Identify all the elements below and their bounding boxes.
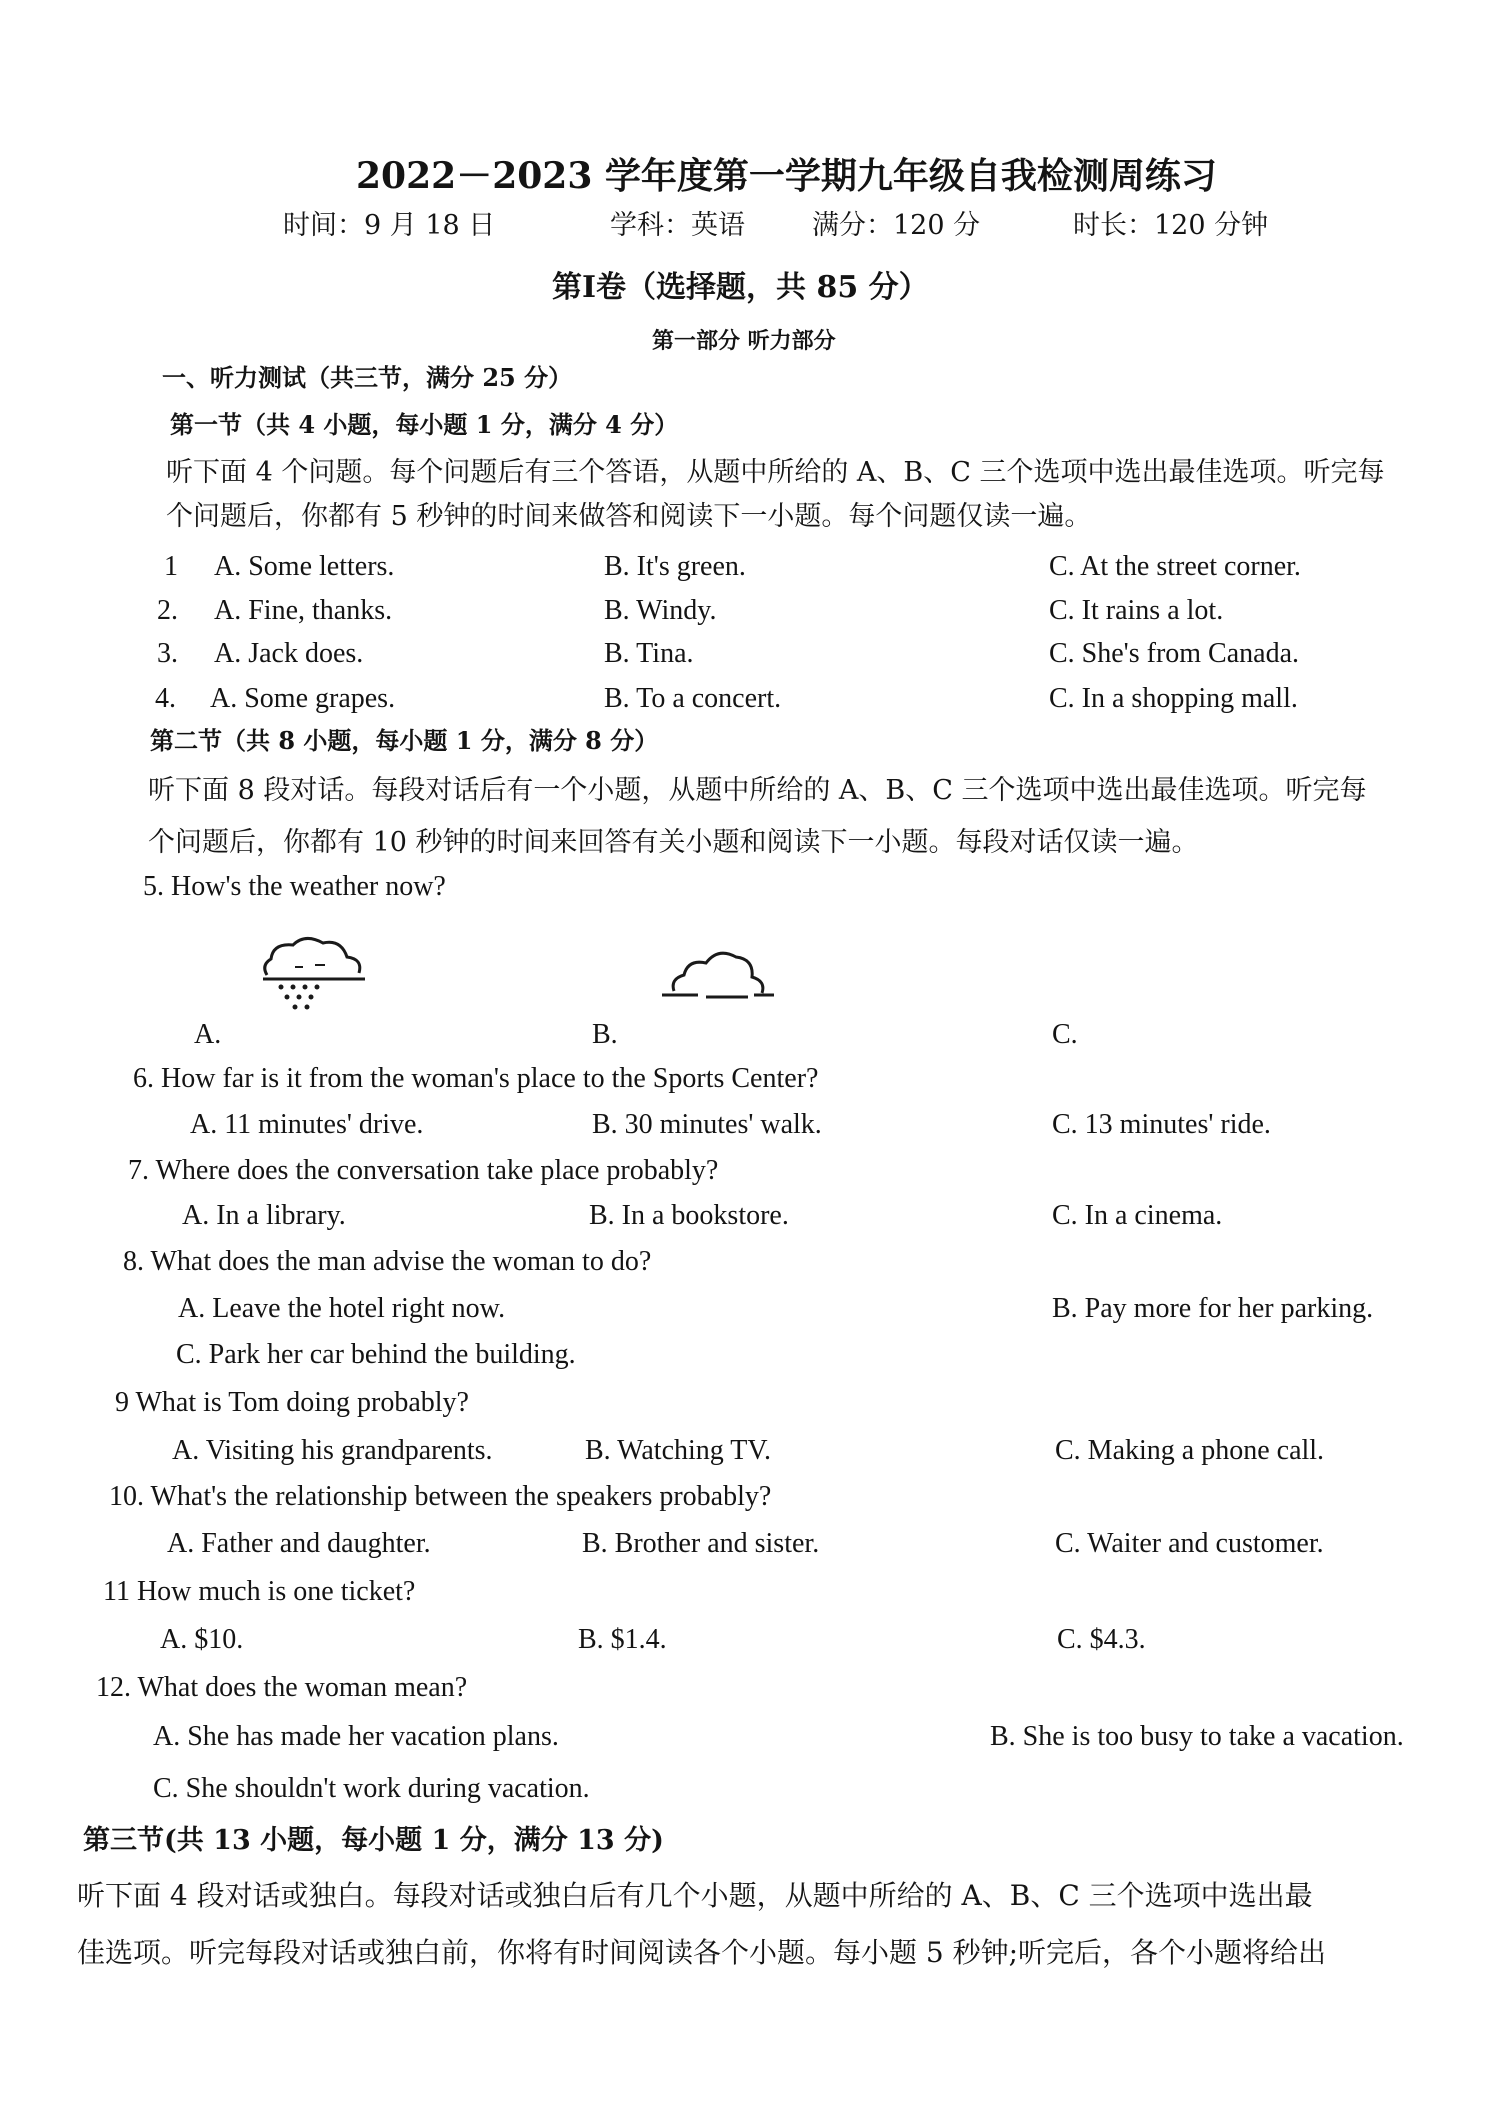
q10-option-c: C. Waiter and customer. (1055, 1528, 1324, 1559)
q9-question: 9 What is Tom doing probably? (115, 1387, 469, 1418)
q4-option-c: C. In a shopping mall. (1049, 683, 1298, 714)
q7-option-b: B. In a bookstore. (589, 1200, 789, 1231)
q6-option-a: A. 11 minutes' drive. (190, 1109, 424, 1140)
q3-option-a: A. Jack does. (214, 638, 364, 669)
info-duration: 时长：120 分钟 (1073, 210, 1269, 241)
q1-option-c: C. At the street corner. (1049, 551, 1301, 582)
q5-option-c: C. (1052, 1019, 1078, 1050)
q11-question: 11 How much is one ticket? (103, 1576, 416, 1607)
q2-number: 2. (157, 595, 178, 626)
listening-header: 一、听力测试（共三节，满分 25 分） (162, 363, 573, 392)
section3-header: 第三节(共 13 小题，每小题 1 分，满分 13 分) (83, 1825, 664, 1856)
q9-option-b: B. Watching TV. (585, 1435, 771, 1466)
q3-number: 3. (157, 638, 178, 669)
rain-cloud-icon (255, 935, 375, 1015)
q10-option-a: A. Father and daughter. (167, 1528, 431, 1559)
section3-instruction-line1: 听下面 4 段对话或独白。每段对话或独白后有几个小题，从题中所给的 A、B、C 三个选项中选出最 (77, 1879, 1313, 1912)
q10-option-b: B. Brother and sister. (582, 1528, 820, 1559)
q6-question: 6. How far is it from the woman's place to the Sports Center? (133, 1063, 819, 1094)
q11-option-a: A. $10. (160, 1624, 244, 1655)
q9-option-c: C. Making a phone call. (1055, 1435, 1325, 1466)
q6-option-b: B. 30 minutes' walk. (592, 1109, 822, 1140)
section1-instruction-line2: 个问题后，你都有 5 秒钟的时间来做答和阅读下一小题。每个问题仅读一遍。 (166, 501, 1092, 532)
section1-header: 第一节（共 4 小题，每小题 1 分，满分 4 分） (170, 410, 679, 439)
q2-option-a: A. Fine, thanks. (214, 595, 393, 626)
section2-header: 第二节（共 8 小题，每小题 1 分，满分 8 分） (150, 726, 659, 755)
q8-question: 8. What does the man advise the woman to do? (123, 1246, 652, 1277)
q2-option-b: B. Windy. (604, 595, 717, 626)
cloud-icon (658, 945, 778, 1005)
q7-question: 7. Where does the conversation take place probably? (128, 1155, 719, 1186)
q1-option-b: B. It's green. (604, 551, 746, 582)
q4-number: 4. (155, 683, 176, 714)
q2-option-c: C. It rains a lot. (1049, 595, 1224, 626)
section1-instruction-line1: 听下面 4 个问题。每个问题后有三个答语，从题中所给的 A、B、C 三个选项中选出最佳选项。听完每 (166, 457, 1385, 488)
q12-question: 12. What does the woman mean? (96, 1672, 468, 1703)
section3-instruction-line2: 佳选项。听完每段对话或独白前，你将有时间阅读各个小题。每小题 5 秒钟;听完后，各个小题将给出 (77, 1936, 1327, 1969)
q8-option-a: A. Leave the hotel right now. (178, 1293, 506, 1324)
q1-number: 1 (164, 551, 178, 582)
volume-title: 第Ⅰ卷（选择题，共 85 分） (552, 270, 929, 305)
q10-question: 10. What's the relationship between the speakers probably? (109, 1481, 772, 1512)
q12-option-c: C. She shouldn't work during vacation. (153, 1773, 590, 1804)
q4-option-a: A. Some grapes. (210, 683, 396, 714)
section2-instruction-line2: 个问题后，你都有 10 秒钟的时间来回答有关小题和阅读下一小题。每段对话仅读一遍。 (148, 827, 1199, 858)
q7-option-a: A. In a library. (182, 1200, 346, 1231)
q8-option-c: C. Park her car behind the building. (176, 1339, 576, 1370)
q12-option-b: B. She is too busy to take a vacation. (990, 1721, 1404, 1752)
section2-instruction-line1: 听下面 8 段对话。每段对话后有一个小题，从题中所给的 A、B、C 三个选项中选出最佳选项。听完每 (148, 775, 1367, 806)
info-full-score: 满分：120 分 (812, 210, 981, 241)
q8-option-b: B. Pay more for her parking. (1052, 1293, 1374, 1324)
q5-option-a: A. (194, 1019, 222, 1050)
q5-question: 5. How's the weather now? (143, 871, 446, 902)
q7-option-c: C. In a cinema. (1052, 1200, 1223, 1231)
info-subject: 学科：英语 (610, 210, 745, 241)
q5-option-b: B. (592, 1019, 618, 1050)
q1-option-a: A. Some letters. (214, 551, 395, 582)
q6-option-c: C. 13 minutes' ride. (1052, 1109, 1271, 1140)
q12-option-a: A. She has made her vacation plans. (153, 1721, 559, 1752)
q9-option-a: A. Visiting his grandparents. (172, 1435, 493, 1466)
exam-title: 2022－2023 学年度第一学期九年级自我检测周练习 (356, 155, 1217, 197)
q4-option-b: B. To a concert. (604, 683, 782, 714)
info-time: 时间：9 月 18 日 (283, 210, 496, 241)
q3-option-c: C. She's from Canada. (1049, 638, 1300, 669)
q11-option-c: C. $4.3. (1057, 1624, 1146, 1655)
q3-option-b: B. Tina. (604, 638, 694, 669)
q11-option-b: B. $1.4. (578, 1624, 667, 1655)
part-title: 第一部分 听力部分 (652, 328, 836, 354)
